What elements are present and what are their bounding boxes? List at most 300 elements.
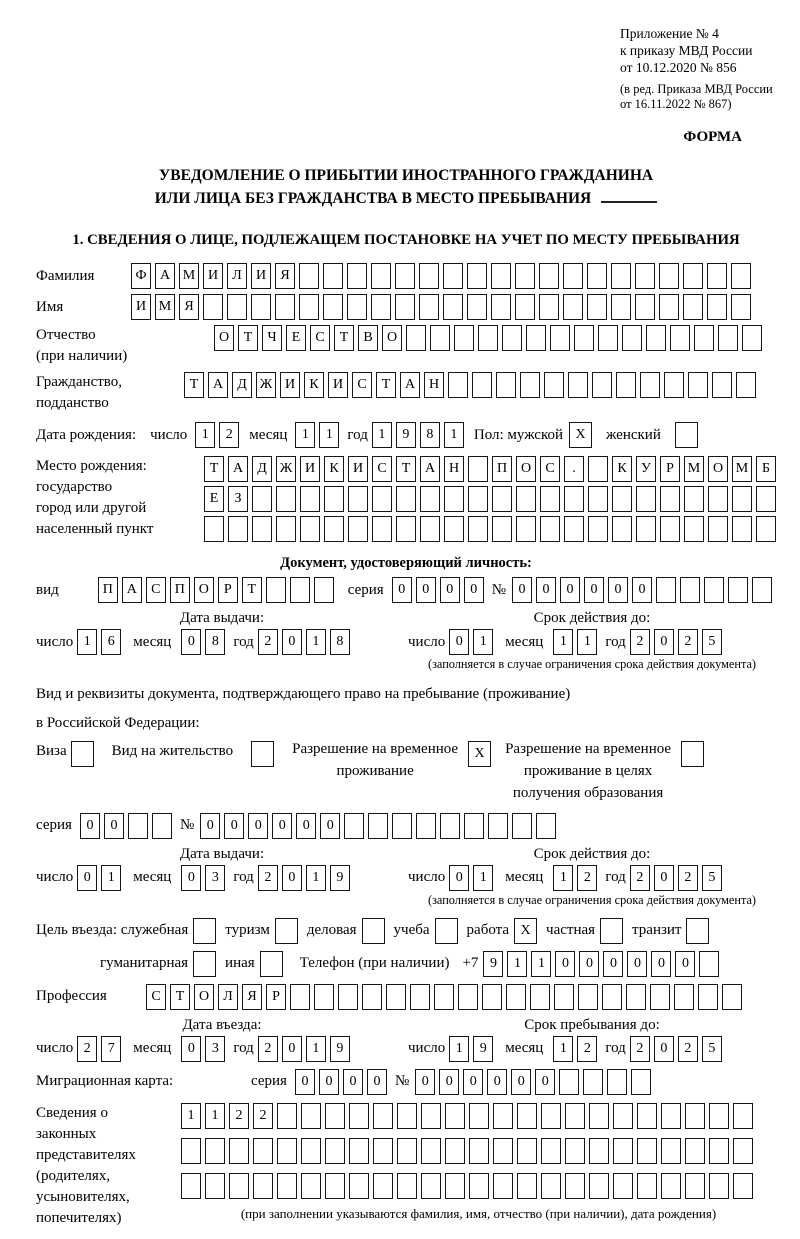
char-cell[interactable] (253, 1173, 273, 1199)
char-cell[interactable]: 0 (392, 577, 412, 603)
char-cell[interactable] (565, 1138, 585, 1164)
char-cell[interactable]: Р (266, 984, 286, 1010)
checkbox-study[interactable] (435, 918, 458, 944)
char-cell[interactable]: 0 (608, 577, 628, 603)
char-cell[interactable]: 1 (473, 865, 493, 891)
char-cell[interactable] (659, 263, 679, 289)
char-cell[interactable]: 2 (678, 865, 698, 891)
char-cell[interactable] (539, 294, 559, 320)
char-cell[interactable] (709, 1103, 729, 1129)
char-cell[interactable] (708, 486, 728, 512)
char-cell[interactable] (445, 1173, 465, 1199)
char-cell[interactable] (445, 1138, 465, 1164)
char-cell[interactable]: К (304, 372, 324, 398)
checkbox-visa[interactable] (71, 741, 94, 767)
char-cell[interactable] (448, 372, 468, 398)
char-cell[interactable] (756, 486, 776, 512)
char-cell[interactable] (492, 486, 512, 512)
char-cell[interactable] (515, 263, 535, 289)
char-cell[interactable] (565, 1103, 585, 1129)
char-cell[interactable] (607, 1069, 627, 1095)
char-cell[interactable]: 0 (603, 951, 623, 977)
char-cell[interactable] (468, 486, 488, 512)
char-cell[interactable] (512, 813, 532, 839)
char-cell[interactable] (347, 294, 367, 320)
permit-expiry-year-cells[interactable] (630, 865, 726, 891)
char-cell[interactable] (443, 294, 463, 320)
char-cell[interactable] (348, 516, 368, 542)
char-cell[interactable]: 0 (464, 577, 484, 603)
char-cell[interactable]: 9 (330, 865, 350, 891)
char-cell[interactable]: И (348, 456, 368, 482)
birth-place-cells-1[interactable] (204, 456, 780, 482)
char-cell[interactable] (266, 577, 286, 603)
char-cell[interactable] (635, 263, 655, 289)
char-cell[interactable] (205, 1138, 225, 1164)
char-cell[interactable]: 3 (205, 1036, 225, 1062)
char-cell[interactable]: 8 (330, 629, 350, 655)
permit-series-cells[interactable] (80, 813, 176, 839)
char-cell[interactable]: О (516, 456, 536, 482)
char-cell[interactable]: 0 (343, 1069, 363, 1095)
char-cell[interactable] (277, 1103, 297, 1129)
char-cell[interactable]: 2 (258, 1036, 278, 1062)
char-cell[interactable]: Ж (256, 372, 276, 398)
char-cell[interactable]: Н (424, 372, 444, 398)
char-cell[interactable] (544, 372, 564, 398)
char-cell[interactable]: 0 (181, 1036, 201, 1062)
char-cell[interactable]: 0 (181, 629, 201, 655)
char-cell[interactable]: 2 (678, 1036, 698, 1062)
char-cell[interactable]: 2 (253, 1103, 273, 1129)
char-cell[interactable]: Т (242, 577, 262, 603)
char-cell[interactable]: С (310, 325, 330, 351)
char-cell[interactable]: К (612, 456, 632, 482)
char-cell[interactable]: 0 (487, 1069, 507, 1095)
char-cell[interactable] (650, 984, 670, 1010)
char-cell[interactable] (252, 516, 272, 542)
char-cell[interactable] (290, 984, 310, 1010)
char-cell[interactable] (472, 372, 492, 398)
checkbox-other[interactable] (260, 951, 283, 977)
char-cell[interactable] (646, 325, 666, 351)
char-cell[interactable] (301, 1103, 321, 1129)
char-cell[interactable] (684, 516, 704, 542)
char-cell[interactable] (637, 1173, 657, 1199)
char-cell[interactable]: С (352, 372, 372, 398)
stay-day-cells[interactable] (449, 1036, 497, 1062)
char-cell[interactable] (420, 516, 440, 542)
char-cell[interactable]: О (708, 456, 728, 482)
char-cell[interactable] (626, 984, 646, 1010)
char-cell[interactable] (598, 325, 618, 351)
char-cell[interactable] (688, 372, 708, 398)
char-cell[interactable] (588, 516, 608, 542)
migr-series-cells[interactable] (295, 1069, 391, 1095)
char-cell[interactable] (502, 325, 522, 351)
char-cell[interactable] (454, 325, 474, 351)
char-cell[interactable]: 5 (702, 629, 722, 655)
char-cell[interactable] (349, 1173, 369, 1199)
doc-expiry-month-cells[interactable] (553, 629, 601, 655)
char-cell[interactable] (434, 984, 454, 1010)
char-cell[interactable]: 1 (77, 629, 97, 655)
char-cell[interactable] (708, 516, 728, 542)
char-cell[interactable] (661, 1173, 681, 1199)
permit-expiry-month-cells[interactable] (553, 865, 601, 891)
char-cell[interactable]: 0 (535, 1069, 555, 1095)
stay-month-cells[interactable] (553, 1036, 601, 1062)
char-cell[interactable] (574, 325, 594, 351)
char-cell[interactable]: М (684, 456, 704, 482)
checkbox-male[interactable]: X (569, 422, 592, 448)
char-cell[interactable]: 2 (219, 422, 239, 448)
permit-issue-month-cells[interactable] (181, 865, 229, 891)
char-cell[interactable] (732, 486, 752, 512)
char-cell[interactable]: 0 (555, 951, 575, 977)
char-cell[interactable]: 1 (444, 422, 464, 448)
char-cell[interactable] (301, 1173, 321, 1199)
char-cell[interactable]: 0 (654, 629, 674, 655)
doc-expiry-day-cells[interactable] (449, 629, 497, 655)
char-cell[interactable] (440, 813, 460, 839)
char-cell[interactable] (612, 486, 632, 512)
char-cell[interactable] (204, 516, 224, 542)
checkbox-business[interactable] (362, 918, 385, 944)
char-cell[interactable] (568, 372, 588, 398)
char-cell[interactable] (520, 372, 540, 398)
char-cell[interactable]: 2 (678, 629, 698, 655)
char-cell[interactable] (251, 294, 271, 320)
char-cell[interactable]: С (146, 577, 166, 603)
surname-cells[interactable] (131, 263, 755, 289)
char-cell[interactable] (492, 516, 512, 542)
char-cell[interactable]: 0 (224, 813, 244, 839)
entry-month-cells[interactable] (181, 1036, 229, 1062)
char-cell[interactable]: 2 (577, 865, 597, 891)
doc-series-cells[interactable] (392, 577, 488, 603)
char-cell[interactable]: 1 (205, 1103, 225, 1129)
char-cell[interactable] (227, 294, 247, 320)
char-cell[interactable]: 2 (258, 865, 278, 891)
char-cell[interactable] (670, 325, 690, 351)
char-cell[interactable]: 1 (306, 629, 326, 655)
char-cell[interactable]: 2 (630, 865, 650, 891)
char-cell[interactable] (588, 486, 608, 512)
char-cell[interactable] (362, 984, 382, 1010)
char-cell[interactable] (578, 984, 598, 1010)
char-cell[interactable] (736, 372, 756, 398)
char-cell[interactable]: 2 (229, 1103, 249, 1129)
char-cell[interactable]: 1 (306, 865, 326, 891)
char-cell[interactable]: О (194, 577, 214, 603)
char-cell[interactable]: 1 (295, 422, 315, 448)
char-cell[interactable]: 0 (200, 813, 220, 839)
char-cell[interactable] (699, 951, 719, 977)
char-cell[interactable] (660, 486, 680, 512)
char-cell[interactable]: 0 (675, 951, 695, 977)
char-cell[interactable] (540, 486, 560, 512)
char-cell[interactable] (276, 516, 296, 542)
char-cell[interactable] (349, 1103, 369, 1129)
doc-type-cells[interactable] (98, 577, 338, 603)
char-cell[interactable] (674, 984, 694, 1010)
char-cell[interactable] (664, 372, 684, 398)
char-cell[interactable]: М (179, 263, 199, 289)
char-cell[interactable] (181, 1173, 201, 1199)
char-cell[interactable]: 1 (577, 629, 597, 655)
char-cell[interactable] (731, 294, 751, 320)
char-cell[interactable] (563, 294, 583, 320)
char-cell[interactable]: Ч (262, 325, 282, 351)
char-cell[interactable] (661, 1103, 681, 1129)
char-cell[interactable]: 8 (420, 422, 440, 448)
char-cell[interactable] (229, 1138, 249, 1164)
char-cell[interactable] (482, 984, 502, 1010)
char-cell[interactable]: 1 (553, 629, 573, 655)
char-cell[interactable]: 0 (320, 813, 340, 839)
birth-year-cells[interactable] (372, 422, 468, 448)
char-cell[interactable]: И (328, 372, 348, 398)
char-cell[interactable] (587, 294, 607, 320)
char-cell[interactable]: Л (218, 984, 238, 1010)
char-cell[interactable] (698, 984, 718, 1010)
char-cell[interactable] (277, 1173, 297, 1199)
char-cell[interactable] (371, 263, 391, 289)
permit-issue-year-cells[interactable] (258, 865, 354, 891)
char-cell[interactable] (742, 325, 762, 351)
guardians-cells-3[interactable] (181, 1173, 757, 1199)
birth-place-cells-3[interactable] (204, 516, 780, 542)
char-cell[interactable]: Р (218, 577, 238, 603)
char-cell[interactable] (636, 486, 656, 512)
char-cell[interactable] (420, 486, 440, 512)
char-cell[interactable]: А (420, 456, 440, 482)
char-cell[interactable] (421, 1103, 441, 1129)
char-cell[interactable] (469, 1103, 489, 1129)
doc-issue-year-cells[interactable] (258, 629, 354, 655)
char-cell[interactable] (685, 1103, 705, 1129)
char-cell[interactable] (338, 984, 358, 1010)
char-cell[interactable]: 1 (306, 1036, 326, 1062)
checkbox-work[interactable]: X (514, 918, 537, 944)
char-cell[interactable]: 0 (282, 1036, 302, 1062)
char-cell[interactable] (371, 294, 391, 320)
char-cell[interactable] (443, 263, 463, 289)
doc-number-cells[interactable] (512, 577, 776, 603)
char-cell[interactable] (661, 1138, 681, 1164)
entry-day-cells[interactable] (77, 1036, 125, 1062)
char-cell[interactable] (314, 984, 334, 1010)
char-cell[interactable] (611, 263, 631, 289)
char-cell[interactable] (275, 294, 295, 320)
permit-issue-day-cells[interactable] (77, 865, 125, 891)
char-cell[interactable]: П (98, 577, 118, 603)
char-cell[interactable] (277, 1138, 297, 1164)
char-cell[interactable]: 0 (627, 951, 647, 977)
char-cell[interactable]: С (540, 456, 560, 482)
char-cell[interactable] (228, 516, 248, 542)
char-cell[interactable] (635, 294, 655, 320)
char-cell[interactable] (515, 294, 535, 320)
char-cell[interactable] (372, 486, 392, 512)
char-cell[interactable] (493, 1173, 513, 1199)
char-cell[interactable]: 9 (396, 422, 416, 448)
char-cell[interactable]: 0 (536, 577, 556, 603)
char-cell[interactable] (517, 1173, 537, 1199)
char-cell[interactable]: 2 (577, 1036, 597, 1062)
char-cell[interactable] (659, 294, 679, 320)
char-cell[interactable]: . (564, 456, 584, 482)
char-cell[interactable] (324, 516, 344, 542)
permit-number-cells[interactable] (200, 813, 560, 839)
checkbox-transit[interactable] (686, 918, 709, 944)
char-cell[interactable] (752, 577, 772, 603)
char-cell[interactable] (290, 577, 310, 603)
char-cell[interactable] (347, 263, 367, 289)
patronymic-cells[interactable] (214, 325, 766, 351)
char-cell[interactable] (395, 294, 415, 320)
char-cell[interactable] (683, 263, 703, 289)
char-cell[interactable] (300, 516, 320, 542)
checkbox-humanitarian[interactable] (193, 951, 216, 977)
char-cell[interactable]: Я (179, 294, 199, 320)
char-cell[interactable]: Я (242, 984, 262, 1010)
char-cell[interactable]: О (382, 325, 402, 351)
char-cell[interactable] (386, 984, 406, 1010)
char-cell[interactable]: В (358, 325, 378, 351)
char-cell[interactable] (707, 263, 727, 289)
char-cell[interactable] (587, 263, 607, 289)
char-cell[interactable] (516, 486, 536, 512)
char-cell[interactable] (540, 516, 560, 542)
char-cell[interactable]: Т (204, 456, 224, 482)
char-cell[interactable] (324, 486, 344, 512)
char-cell[interactable] (478, 325, 498, 351)
guardians-cells-2[interactable] (181, 1138, 757, 1164)
char-cell[interactable] (709, 1173, 729, 1199)
char-cell[interactable] (611, 294, 631, 320)
char-cell[interactable]: Я (275, 263, 295, 289)
char-cell[interactable] (419, 263, 439, 289)
char-cell[interactable]: И (251, 263, 271, 289)
char-cell[interactable] (373, 1138, 393, 1164)
char-cell[interactable]: 1 (531, 951, 551, 977)
char-cell[interactable]: 0 (272, 813, 292, 839)
char-cell[interactable] (564, 486, 584, 512)
char-cell[interactable]: 0 (282, 629, 302, 655)
char-cell[interactable]: И (280, 372, 300, 398)
citizenship-cells[interactable] (184, 372, 760, 398)
char-cell[interactable]: М (732, 456, 752, 482)
char-cell[interactable] (493, 1138, 513, 1164)
char-cell[interactable]: 1 (372, 422, 392, 448)
char-cell[interactable] (526, 325, 546, 351)
char-cell[interactable]: Д (252, 456, 272, 482)
char-cell[interactable]: 0 (440, 577, 460, 603)
char-cell[interactable]: 0 (511, 1069, 531, 1095)
char-cell[interactable] (467, 263, 487, 289)
char-cell[interactable] (592, 372, 612, 398)
char-cell[interactable]: Т (184, 372, 204, 398)
char-cell[interactable] (458, 984, 478, 1010)
char-cell[interactable]: 1 (553, 865, 573, 891)
permit-expiry-day-cells[interactable] (449, 865, 497, 891)
char-cell[interactable] (588, 456, 608, 482)
char-cell[interactable] (396, 516, 416, 542)
char-cell[interactable] (416, 813, 436, 839)
char-cell[interactable]: 0 (579, 951, 599, 977)
char-cell[interactable]: А (122, 577, 142, 603)
char-cell[interactable] (732, 516, 752, 542)
char-cell[interactable] (445, 1103, 465, 1129)
char-cell[interactable] (325, 1103, 345, 1129)
char-cell[interactable] (373, 1103, 393, 1129)
char-cell[interactable]: 0 (319, 1069, 339, 1095)
char-cell[interactable] (622, 325, 642, 351)
char-cell[interactable]: 0 (181, 865, 201, 891)
char-cell[interactable]: 0 (654, 865, 674, 891)
char-cell[interactable] (589, 1173, 609, 1199)
char-cell[interactable] (660, 516, 680, 542)
char-cell[interactable]: 2 (258, 629, 278, 655)
char-cell[interactable] (684, 486, 704, 512)
char-cell[interactable] (421, 1138, 441, 1164)
char-cell[interactable] (468, 456, 488, 482)
char-cell[interactable] (299, 294, 319, 320)
char-cell[interactable] (301, 1138, 321, 1164)
char-cell[interactable]: Т (396, 456, 416, 482)
char-cell[interactable]: 0 (632, 577, 652, 603)
char-cell[interactable]: П (170, 577, 190, 603)
char-cell[interactable] (299, 263, 319, 289)
char-cell[interactable] (469, 1138, 489, 1164)
char-cell[interactable]: 0 (651, 951, 671, 977)
char-cell[interactable] (410, 984, 430, 1010)
char-cell[interactable] (397, 1103, 417, 1129)
char-cell[interactable]: 1 (473, 629, 493, 655)
char-cell[interactable]: И (203, 263, 223, 289)
name-cells[interactable] (131, 294, 755, 320)
char-cell[interactable]: 0 (560, 577, 580, 603)
char-cell[interactable] (640, 372, 660, 398)
char-cell[interactable]: 0 (104, 813, 124, 839)
char-cell[interactable] (589, 1103, 609, 1129)
char-cell[interactable]: 0 (449, 629, 469, 655)
char-cell[interactable]: 0 (584, 577, 604, 603)
char-cell[interactable] (276, 486, 296, 512)
char-cell[interactable]: 0 (512, 577, 532, 603)
char-cell[interactable]: 0 (463, 1069, 483, 1095)
char-cell[interactable] (565, 1173, 585, 1199)
checkbox-temp-residence[interactable]: X (468, 741, 491, 767)
char-cell[interactable]: 0 (449, 865, 469, 891)
char-cell[interactable] (205, 1173, 225, 1199)
char-cell[interactable] (541, 1173, 561, 1199)
char-cell[interactable] (712, 372, 732, 398)
char-cell[interactable]: Т (170, 984, 190, 1010)
char-cell[interactable]: 0 (296, 813, 316, 839)
char-cell[interactable] (583, 1069, 603, 1095)
char-cell[interactable]: 7 (101, 1036, 121, 1062)
char-cell[interactable] (530, 984, 550, 1010)
char-cell[interactable]: А (228, 456, 248, 482)
char-cell[interactable] (733, 1173, 753, 1199)
char-cell[interactable]: П (492, 456, 512, 482)
char-cell[interactable]: У (636, 456, 656, 482)
char-cell[interactable] (517, 1138, 537, 1164)
char-cell[interactable] (203, 294, 223, 320)
